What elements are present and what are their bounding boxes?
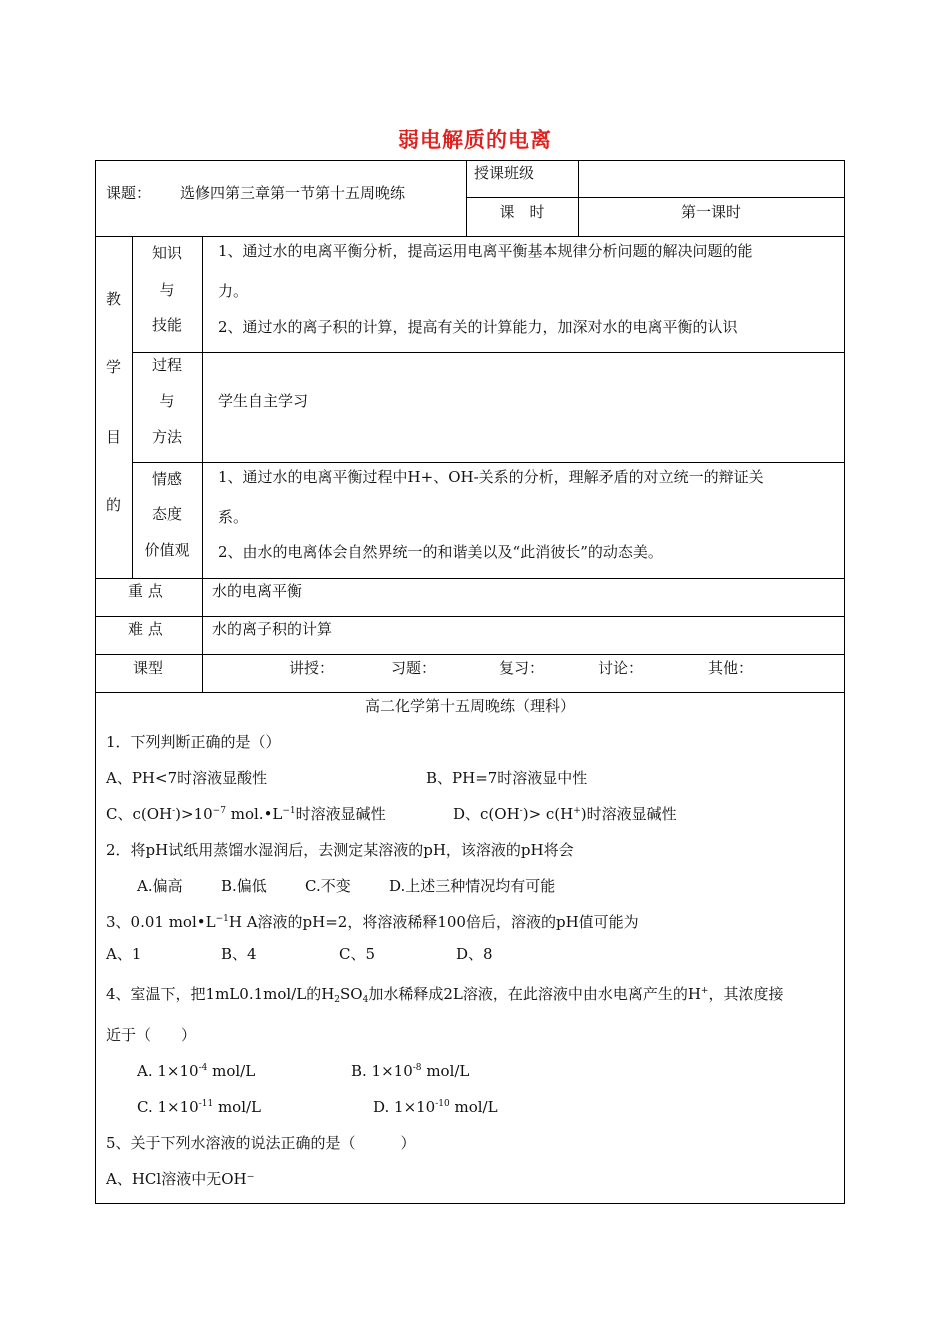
knowledge-label: 技能 [151,316,182,334]
q2-stem: 2．将pH试纸用蒸馏水湿润后，去测定某溶液的pH，该溶液的pH将会 [106,841,574,859]
q1-option-b: B、PH=7时溶液显中性 [426,769,588,787]
attitude-line: 1、通过水的电离平衡过程中H+、OH-关系的分析，理解矛盾的对立统一的辩证关 [218,468,764,486]
q2-option: B.偏低 [221,877,267,895]
knowledge-line: 力。 [218,282,249,300]
process-label: 过程 [151,356,182,374]
q4-option-c: C. $1\times 10^{-11}$ mol/L [137,1098,262,1116]
q4-option-b: B. $1\times 10^{-8}$ mol/L [351,1062,470,1080]
topic-value: 选修四第三章第一节第十五周晚练 [180,184,406,202]
knowledge-label: 知识 [151,244,182,262]
q2-option: D.上述三种情况均有可能 [389,877,556,895]
q1-stem: 1．下列判断正确的是（） [106,733,281,751]
q4-option-a: A. $1\times 10^{-4}$ mol/L [137,1062,256,1080]
q1-option-d: D、c(OH-)> c(H+)时溶液显碱性 [453,805,677,823]
process-line: 学生自主学习 [218,392,309,410]
objective-label-char: 目 [106,428,122,446]
process-label: 与 [159,392,175,410]
lesson-type-option: 讨论： [598,659,644,677]
q5-option-a: A、HCl溶液中无OH⁻ [106,1170,255,1188]
exercise-heading: 高二化学第十五周晚练（理科） [364,697,575,715]
attitude-line: 2、由水的电离体会自然界统一的和谐美以及“此消彼长”的动态美。 [218,543,663,561]
attitude-label: 态度 [151,505,182,523]
q4-stem-line2: 近于（ ） [106,1026,197,1044]
q3-option: A、1 [106,945,142,963]
objective-label-char: 教 [106,290,122,308]
lesson-type-label: 课型 [133,659,164,677]
q3-option: D、8 [456,945,493,963]
q3-option: B、4 [221,945,257,963]
q4-option-d: D. $1\times 10^{-10}$ mol/L [373,1098,498,1116]
knowledge-line: 2、通过水的离子积的计算，提高有关的计算能力，加深对水的电离平衡的认识 [218,318,738,336]
objective-label-char: 学 [106,358,122,376]
q1-option-c: C、$c(OH^-)>10^{-7}$ $mol.•L^{-1}$时溶液显碱性 [106,805,386,823]
period-value: 第一课时 [680,203,741,221]
objective-label-char: 的 [106,496,122,514]
lesson-type-option: 习题： [391,659,437,677]
knowledge-label: 与 [159,281,175,299]
process-label: 方法 [151,428,182,446]
difficulty-label: 难 点 [128,620,163,638]
lesson-type-option: 复习： [499,659,545,677]
attitude-line: 系。 [218,508,249,526]
topic-label: 课题： [106,184,152,202]
q2-option: A.偏高 [137,877,183,895]
key-point-value: 水的电离平衡 [212,582,303,600]
q3-option: C、5 [339,945,376,963]
attitude-label: 情感 [151,470,182,488]
knowledge-line: 1、通过水的电离平衡分析，提高运用电离平衡基本规律分析问题的解决问题的能 [218,242,753,260]
q3-stem: 3、0.01 $mol•L^{-1}H$ A溶液的pH=2，将溶液稀释100倍后，溶液的pH值可能为 [106,913,639,931]
period-label: 课 时 [499,203,545,221]
q2-option: C.不变 [305,877,351,895]
lesson-type-option: 讲授： [289,659,335,677]
difficulty-value: 水的离子积的计算 [212,620,333,638]
page-title: 弱电解质的电离 [398,128,552,152]
q4-stem: 4、室温下，把1mL0.1mol/L的$H_2SO_4$加水稀释成2L溶液，在此溶液中由水电离产生的H+，其浓度接 [106,985,784,1005]
q5-stem: 5、关于下列水溶液的说法正确的是（ ） [106,1134,416,1152]
class-label: 授课班级 [474,164,535,182]
attitude-label: 价值观 [144,541,190,559]
key-point-label: 重 点 [128,582,163,600]
q1-option-a: A、PH<7时溶液显酸性 [106,769,268,787]
lesson-type-option: 其他： [708,659,754,677]
